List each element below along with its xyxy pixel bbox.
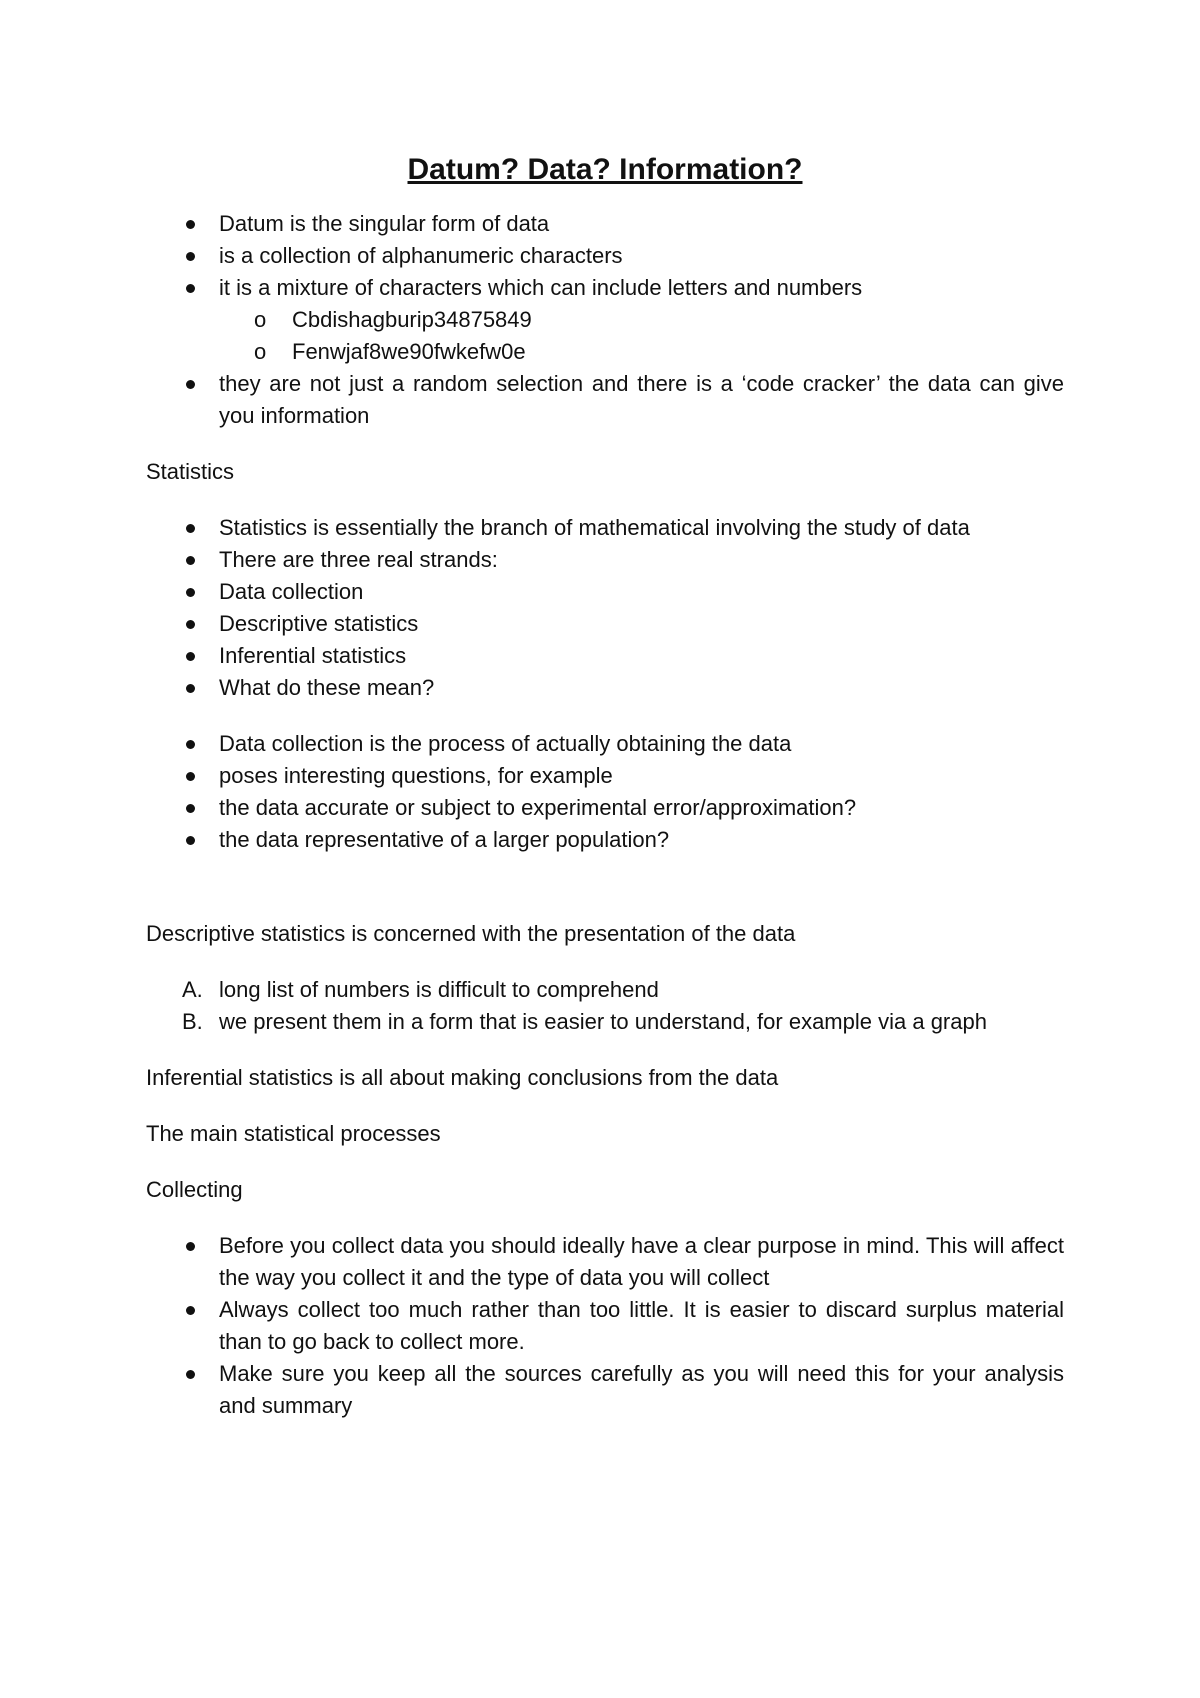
list-item: Data collection is the process of actually obtaining the data [146,728,1064,760]
sub-list-item: o Fenwjaf8we90fwkefw0e [146,336,1064,368]
statistical-processes-heading: The main statistical processes [146,1121,441,1146]
intro-bullet-list-continued [146,368,1064,432]
list-item: Descriptive statistics [146,608,1064,640]
descriptive-lettered-list [146,974,1064,1038]
list-item: Make sure you keep all the sources carefully as you will need this for your analysis and summary [146,1358,1064,1422]
lettered-item-text: we present them in a form that is easier to understand, for example via a graph [219,1009,987,1034]
sub-list-item: o Cbdishagburip34875849 [146,304,1064,336]
list-marker: A. [182,977,203,1002]
intro-sub-bullet-list [146,304,1064,368]
intro-bullet-list [146,208,1064,304]
list-item: Statistics is essentially the branch of mathematical involving the study of data [146,512,1064,544]
list-item: Before you collect data you should ideally have a clear purpose in mind. This will affect the way you collect it and the type of data you will collect [146,1230,1064,1294]
list-item: the data accurate or subject to experimental error/approximation? [146,792,1064,824]
collecting-bullet-list [146,1230,1064,1422]
list-item: There are three real strands: [146,544,1064,576]
lettered-item-text: long list of numbers is difficult to comprehend [219,977,659,1002]
list-item: Data collection [146,576,1064,608]
list-item: is a collection of alphanumeric characters [146,240,1064,272]
statistics-bullet-list [146,512,1064,704]
list-item: the data representative of a larger population? [146,824,1064,856]
list-item: it is a mixture of characters which can include letters and numbers [146,272,1064,304]
list-item: poses interesting questions, for example [146,760,1064,792]
document-title: Datum? Data? Information? [407,153,803,186]
collecting-heading: Collecting [146,1177,243,1202]
lettered-list-item [146,974,1064,1006]
list-item: What do these mean? [146,672,1064,704]
list-marker: B. [182,1009,203,1034]
list-item: Datum is the singular form of data [146,208,1064,240]
list-item: they are not just a random selection and there is a ‘code cracker’ the data can give you information [146,368,1064,432]
lettered-list-item [146,1006,1064,1038]
document-content [146,150,1064,1422]
statistics-heading: Statistics [146,459,235,484]
list-item: Always collect too much rather than too little. It is easier to discard surplus material than to go back to collect more. [146,1294,1064,1358]
descriptive-statistics-text: Descriptive statistics is concerned with the presentation of the data [146,921,796,946]
data-collection-bullet-list [146,728,1064,856]
list-item: Inferential statistics [146,640,1064,672]
inferential-statistics-text: Inferential statistics is all about making conclusions from the data [146,1065,779,1090]
